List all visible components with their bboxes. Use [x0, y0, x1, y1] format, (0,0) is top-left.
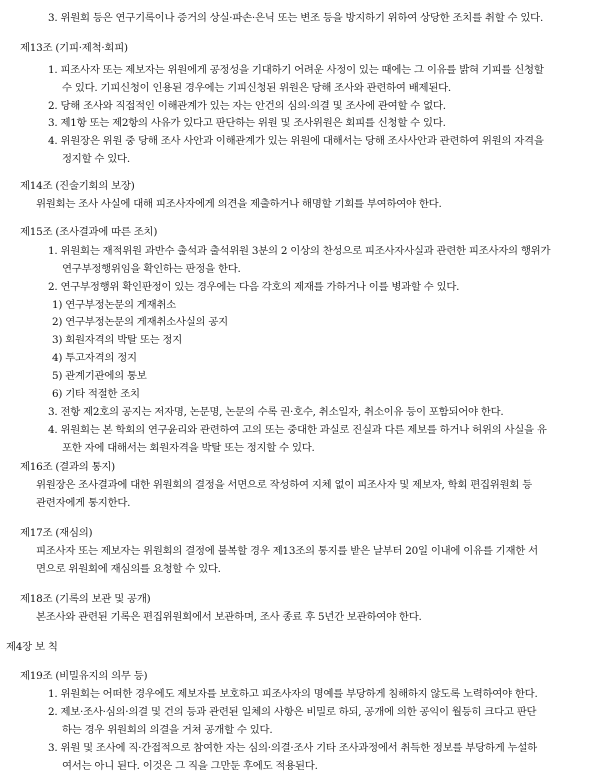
text-line: 1. 위원회는 재적위원 과반수 출석과 출석위원 3분의 2 이상의 찬성으로 피조사자사실과 관련한 피조사자의 행위가	[48, 245, 551, 257]
text-line: 피조사자 또는 제보자는 위원회의 결정에 불복할 경우 제13조의 통지를 받은 날부터 20일 이내에 이유를 기재한 서	[36, 545, 538, 557]
text-line: 위원회는 조사 사실에 대해 피조사자에게 의견을 제출하거나 해명할 기회를 부여하여야 한다.	[36, 198, 442, 210]
text-line: 4. 위원장은 위원 중 당해 조사 사안과 이해관계가 있는 위원에 대해서는 당해 조사사안과 관련하여 위원의 자격을	[48, 135, 544, 147]
text-line: 정지할 수 있다.	[62, 153, 130, 165]
article-heading: 제16조 (결과의 통지)	[20, 461, 115, 473]
chapter-heading: 제4장 보 칙	[6, 641, 58, 653]
text-line: 포한 자에 대해서는 회원자격을 박탈 또는 정지할 수 있다.	[62, 442, 315, 454]
text-line: 2. 제보·조사·심의·의결 및 건의 등과 관련된 일체의 사항은 비밀로 하되, 공개에 의한 공익이 월등히 크다고 판단	[48, 706, 537, 718]
text-line: 연구부정행위임을 확인하는 판정을 한다.	[62, 263, 241, 275]
article-heading: 제13조 (기피·제척·회피)	[20, 42, 128, 54]
text-line: 위원장은 조사결과에 대한 위원회의 결정을 서면으로 작성하여 지체 없이 피조사자 및 제보자, 학회 편집위원회 등	[36, 479, 533, 491]
text-line: 3. 위원회 등은 연구기록이나 증거의 상실·파손·은닉 또는 변조 등을 방지하기 위하여 상당한 조치를 취할 수 있다.	[48, 12, 544, 24]
text-line: 3. 위원 및 조사에 직·간접적으로 참여한 자는 심의·의결·조사 기타 조사과정에서 취득한 정보를 부당하게 누설하	[48, 742, 537, 754]
sanction-item: 6) 기타 적절한 조치	[52, 388, 140, 400]
text-line: 관련자에게 통지한다.	[36, 497, 131, 509]
text-line: 여서는 아니 된다. 이것은 그 직을 그만둔 후에도 적용된다.	[62, 760, 318, 772]
text-line: 1. 피조사자 또는 제보자는 위원에게 공정성을 기대하기 어려운 사정이 있는 때에는 그 이유를 밝혀 기피를 신청할	[48, 64, 544, 76]
text-line: 하는 경우 위원회의 의결을 거쳐 공개할 수 있다.	[62, 724, 273, 736]
text-line: 4. 위원회는 본 학회의 연구윤리와 관련하여 고의 또는 중대한 과실로 진실과 다른 제보를 하거나 허위의 사실을 유	[48, 424, 547, 436]
article-heading: 제19조 (비밀유지의 의무 등)	[20, 670, 148, 682]
sanction-item: 3) 회원자격의 박탈 또는 정지	[52, 334, 183, 346]
text-line: 1. 위원회는 어떠한 경우에도 제보자를 보호하고 피조사자의 명예를 부당하게 침해하지 않도록 노력하여야 한다.	[48, 688, 538, 700]
article-heading: 제18조 (기록의 보관 및 공개)	[20, 593, 151, 605]
text-line: 3. 제1항 또는 제2항의 사유가 있다고 판단하는 위원 및 조사위원은 회피를 신청할 수 있다.	[48, 117, 446, 129]
sanction-item: 5) 관계기관에의 통보	[52, 370, 147, 382]
text-line: 수 있다. 기피신청이 인용된 경우에는 기피신청된 위원은 당해 조사와 관련하여 배제된다.	[62, 82, 451, 94]
text-line: 2. 연구부정행위 확인판정이 있는 경우에는 다음 각호의 제재를 가하거나 이를 병과할 수 있다.	[48, 281, 460, 293]
sanction-item: 4) 투고자격의 정지	[52, 352, 137, 364]
text-line: 면으로 위원회에 재심의를 요청할 수 있다.	[36, 563, 221, 575]
article-heading: 제17조 (재심의)	[20, 527, 93, 539]
text-line: 2. 당해 조사와 직접적인 이해관계가 있는 자는 안건의 심의·의결 및 조사에 관여할 수 없다.	[48, 100, 446, 112]
article-heading: 제15조 (조사결과에 따른 조치)	[20, 226, 158, 238]
sanction-item: 1) 연구부정논문의 게재취소	[52, 299, 176, 311]
text-line: 본조사와 관련된 기록은 편집위원회에서 보관하며, 조사 종료 후 5년간 보관하여야 한다.	[36, 611, 422, 623]
article-heading: 제14조 (진술기회의 보장)	[20, 180, 135, 192]
text-line: 3. 전항 제2호의 공지는 저자명, 논문명, 논문의 수록 권·호수, 취소일자, 취소이유 등이 포함되어야 한다.	[48, 406, 504, 418]
sanction-item: 2) 연구부정논문의 게재취소사실의 공지	[52, 316, 228, 328]
